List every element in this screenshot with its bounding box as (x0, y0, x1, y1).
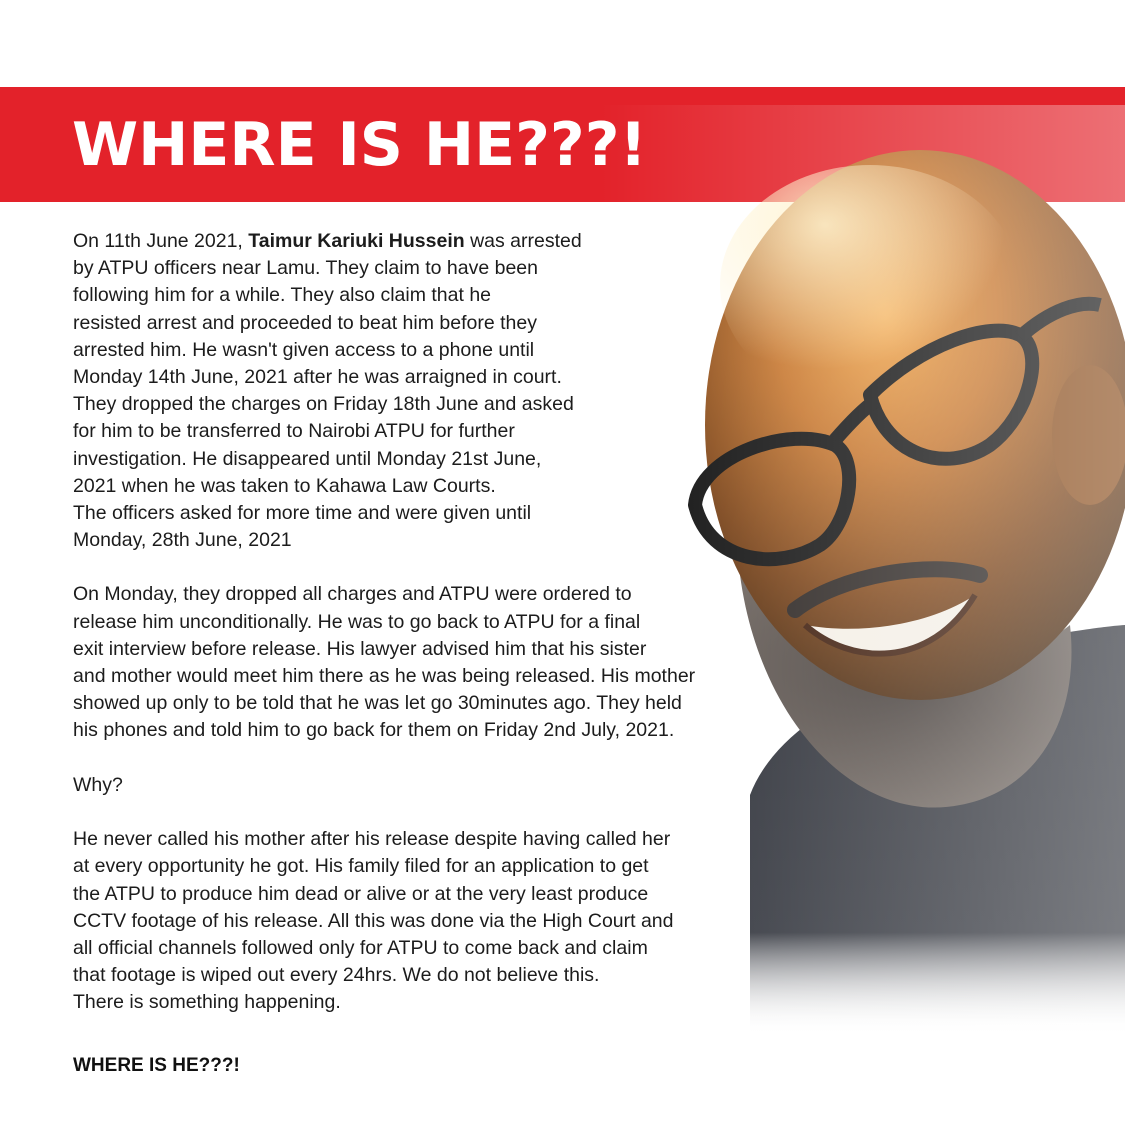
closing-headline: WHERE IS HE???! (73, 1055, 240, 1076)
body-line: They dropped the charges on Friday 18th June and asked (73, 393, 574, 416)
body-line: by ATPU officers near Lamu. They claim to have been (73, 257, 538, 280)
body-line: He never called his mother after his release despite having called her (73, 828, 671, 851)
body-line: Monday 14th June, 2021 after he was arraigned in court. (73, 365, 562, 388)
person-name: Taimur Kariuki Hussein (248, 230, 465, 252)
headline: WHERE IS HE???! (72, 110, 647, 180)
article-body (73, 228, 773, 1016)
body-line: The officers asked for more time and were given until (73, 501, 532, 524)
body-line: On 11th June 2021, Taimur Kariuki Hussein was arrested (73, 230, 582, 252)
body-line: that footage is wiped out every 24hrs. We do not believe this. (73, 964, 600, 987)
body-line: resisted arrest and proceeded to beat him before they (73, 311, 537, 334)
body-line: CCTV footage of his release. All this was done via the High Court and (73, 909, 674, 932)
body-line: arrested him. He wasn't given access to a phone until (73, 338, 535, 361)
body-line: showed up only to be told that he was let go 30minutes ago. They held (73, 692, 682, 715)
body-line: exit interview before release. His lawyer advised him that his sister (73, 637, 647, 660)
body-line: following him for a while. They also claim that he (73, 284, 492, 307)
question-line: Why? (73, 773, 123, 796)
body-line: his phones and told him to go back for them on Friday 2nd July, 2021. (73, 719, 675, 742)
body-line: investigation. He disappeared until Monday 21st June, (73, 447, 542, 470)
body-line: 2021 when he was taken to Kahawa Law Courts. (73, 474, 496, 497)
body-line: On Monday, they dropped all charges and ATPU were ordered to (73, 583, 632, 606)
body-line: release him unconditionally. He was to go back to ATPU for a final (73, 610, 641, 633)
body-line: There is something happening. (73, 991, 341, 1014)
body-line: for him to be transferred to Nairobi ATPU for further (73, 420, 515, 443)
body-line: the ATPU to produce him dead or alive or at the very least produce (73, 882, 649, 905)
body-line: at every opportunity he got. His family filed for an application to get (73, 855, 649, 878)
body-line: Monday, 28th June, 2021 (73, 529, 292, 552)
body-line: and mother would meet him there as he was being released. His mother (73, 665, 696, 687)
body-line: all official channels followed only for ATPU to come back and claim (73, 936, 648, 959)
